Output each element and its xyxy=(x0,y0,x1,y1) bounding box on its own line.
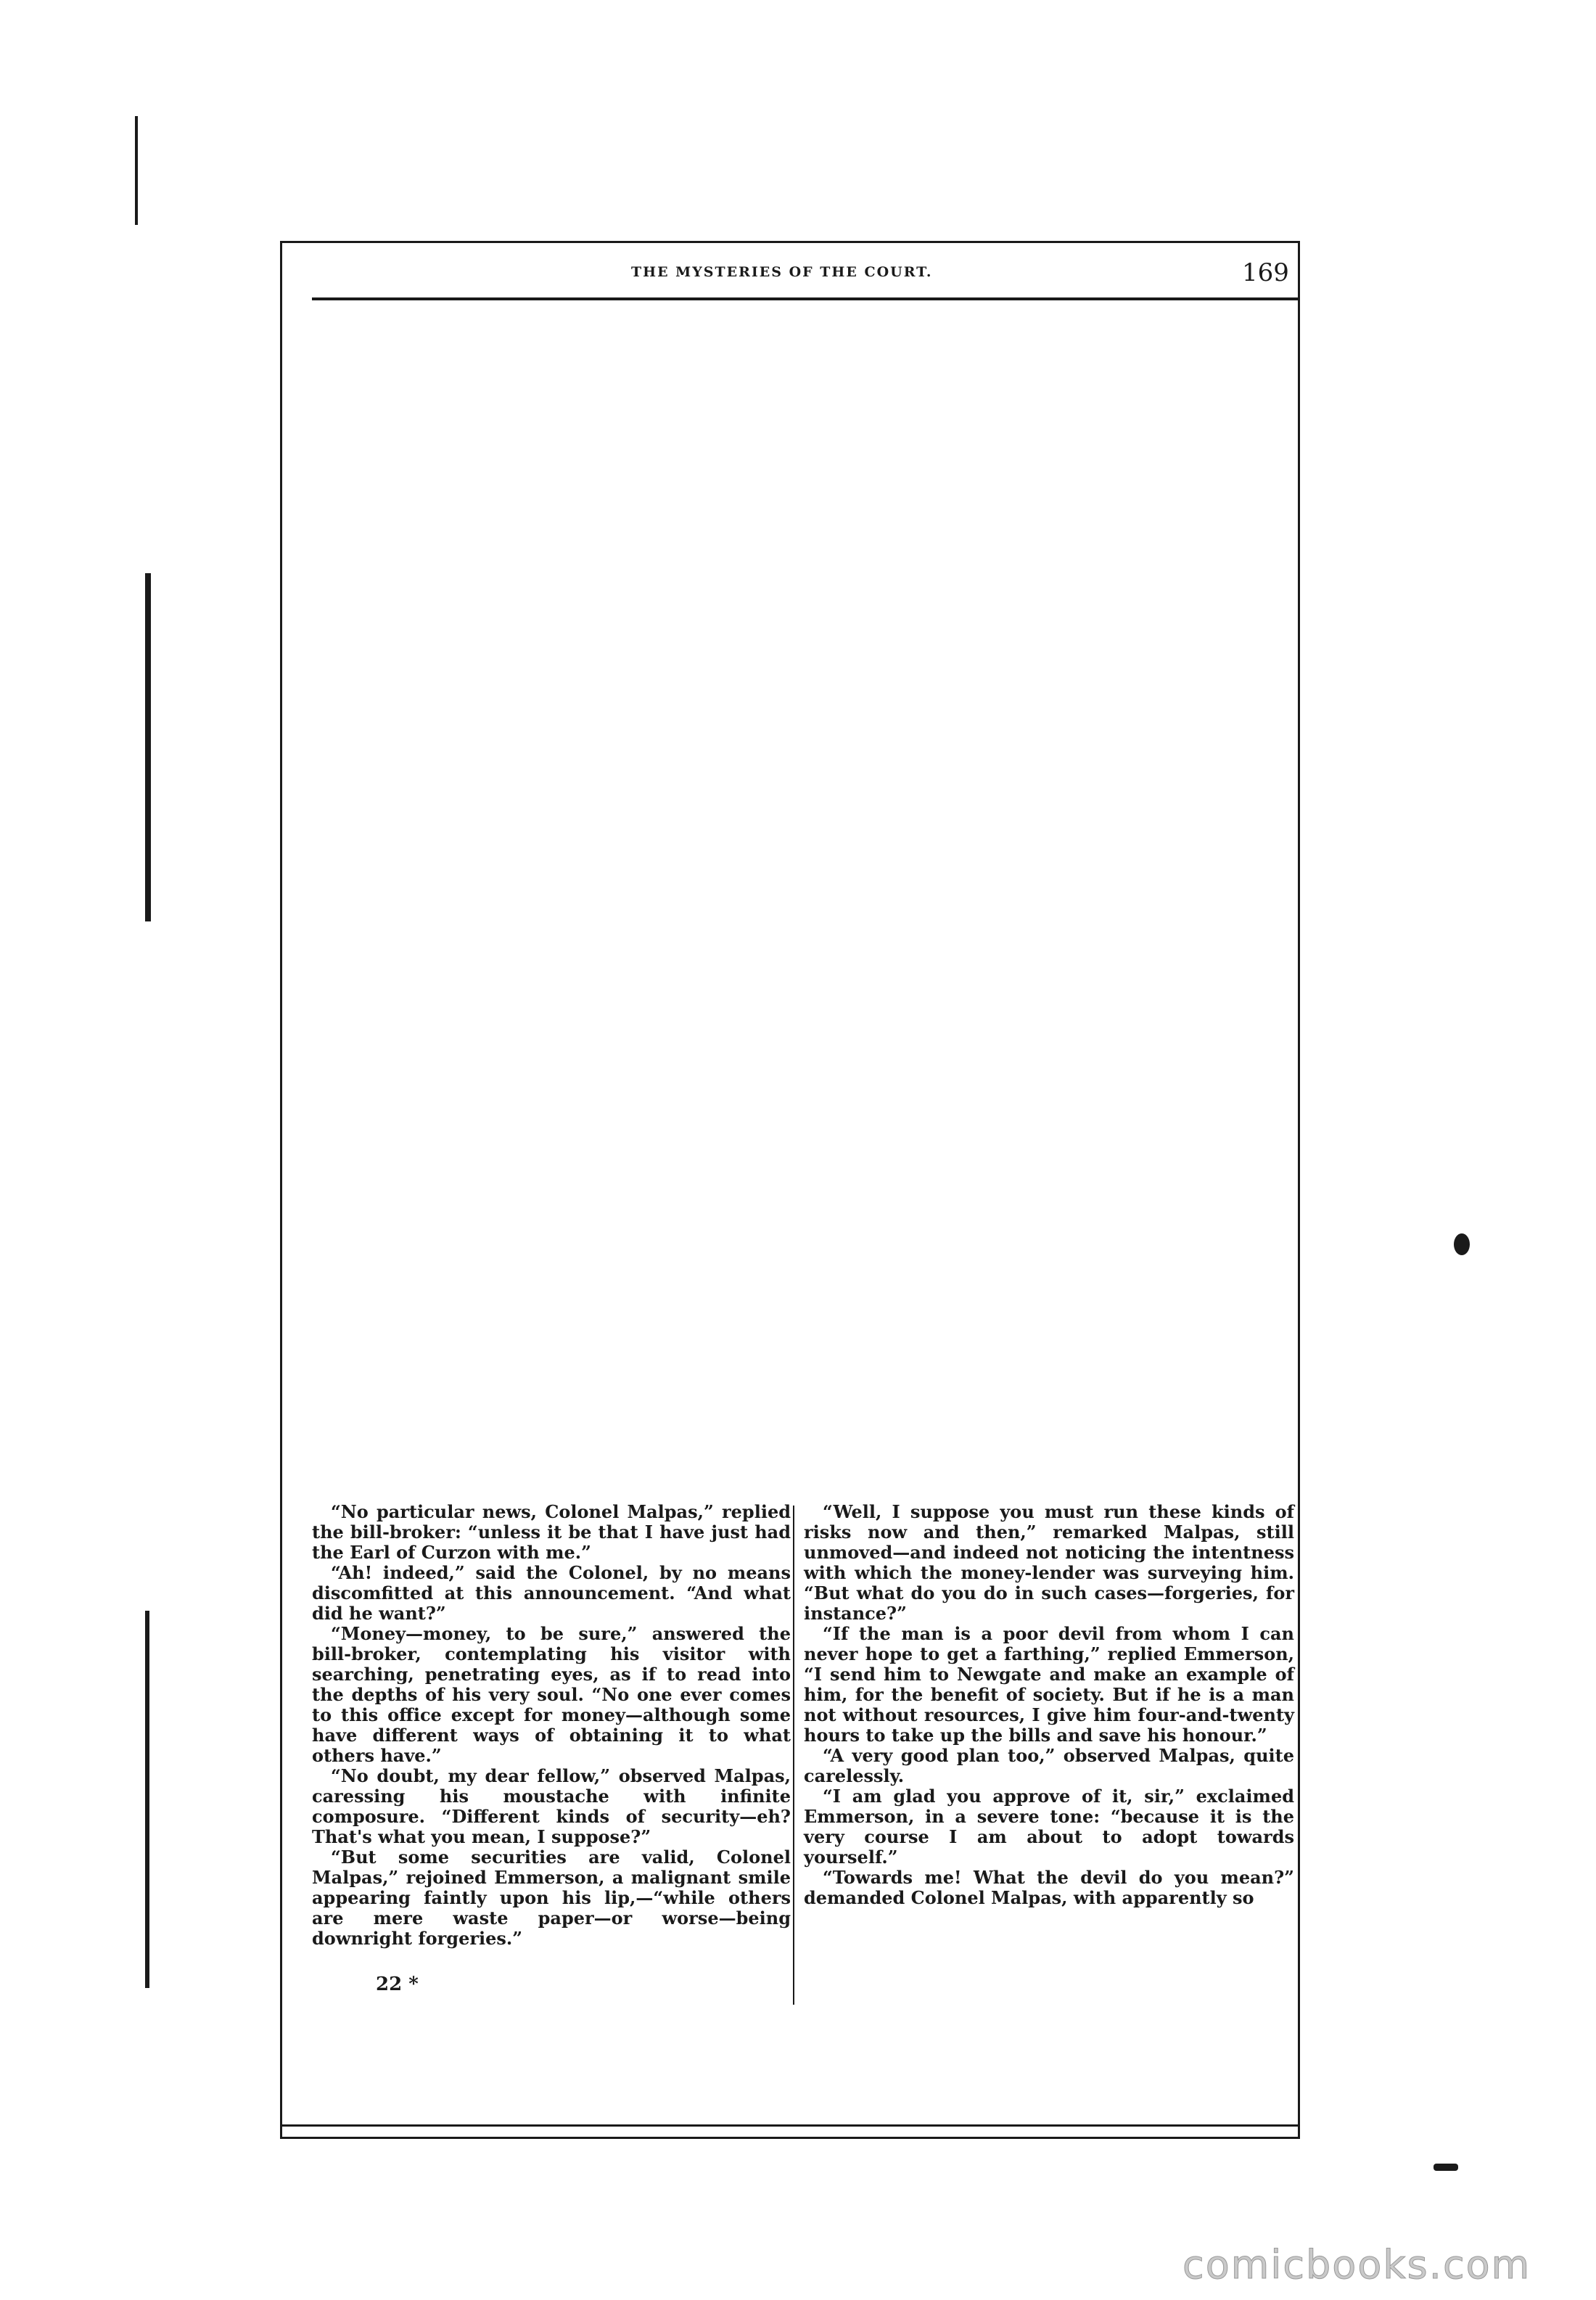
header-rule xyxy=(312,297,1299,300)
left-column xyxy=(312,1502,791,1949)
paragraph: “If the man is a poor devil from whom I can never hope to get a farthing,” replied Emmerson, “I send him to Newgate and make an example of him, for the benefit of society. But if he is a man not without resources, I give him four-and-twenty hours to take up the bills and save his honour.” xyxy=(804,1623,1294,1746)
paragraph: “No doubt, my dear fellow,” observed Malpas, caressing his moustache with infinite composure. “Different kinds of security—eh? That's what you mean, I suppose?” xyxy=(312,1765,791,1847)
paragraph: “But some securities are valid, Colonel Malpas,” rejoined Emmerson, a malignant smile appearing faintly upon his lip,—“while others are mere waste paper—or worse—being downright forgeries.” xyxy=(312,1847,791,1949)
paragraph: “No particular news, Colonel Malpas,” replied the bill-broker: “unless it be that I have just had the Earl of Curzon with me.” xyxy=(312,1501,791,1563)
running-title: THE MYSTERIES OF THE COURT. xyxy=(631,264,933,280)
paragraph: “Ah! indeed,” said the Colonel, by no means discomfitted at this announcement. “And what did he want?” xyxy=(312,1562,791,1624)
scan-margin-line xyxy=(145,573,151,921)
scan-arrow xyxy=(1433,2164,1458,2171)
scan-dot xyxy=(1454,1233,1470,1255)
column-divider xyxy=(793,1506,794,2005)
scan-margin-line xyxy=(145,1611,149,1988)
bottom-rule xyxy=(280,2124,1300,2127)
page-number: 169 xyxy=(1242,258,1289,287)
paragraph: “Towards me! What the devil do you mean?” demanded Colonel Malpas, with apparently so xyxy=(804,1867,1294,1908)
signature-mark: 22 * xyxy=(376,1974,419,1995)
blank-illustration-area xyxy=(290,312,1291,1487)
paragraph: “Money—money, to be sure,” answered the bill-broker, contemplating his visitor with searching, penetrating eyes, as if to read into the depths of his very soul. “No one ever comes to this office except for money—although some have different ways of obtaining it to what others have.” xyxy=(312,1623,791,1766)
paragraph: “Well, I suppose you must run these kinds of risks now and then,” remarked Malpas, still unmoved—and indeed not noticing the intentness with which the money-lender was surveying him. “But what do you do in such cases—forgeries, for instance?” xyxy=(804,1501,1294,1624)
paragraph: “I am glad you approve of it, sir,” exclaimed Emmerson, in a severe tone: “because it is the very course I am about to adopt towards yourself.” xyxy=(804,1786,1294,1868)
watermark: comicbooks.com xyxy=(1182,2242,1531,2288)
right-column xyxy=(804,1502,1294,1908)
scan-margin-line xyxy=(135,116,138,225)
paragraph: “A very good plan too,” observed Malpas, quite carelessly. xyxy=(804,1745,1294,1786)
